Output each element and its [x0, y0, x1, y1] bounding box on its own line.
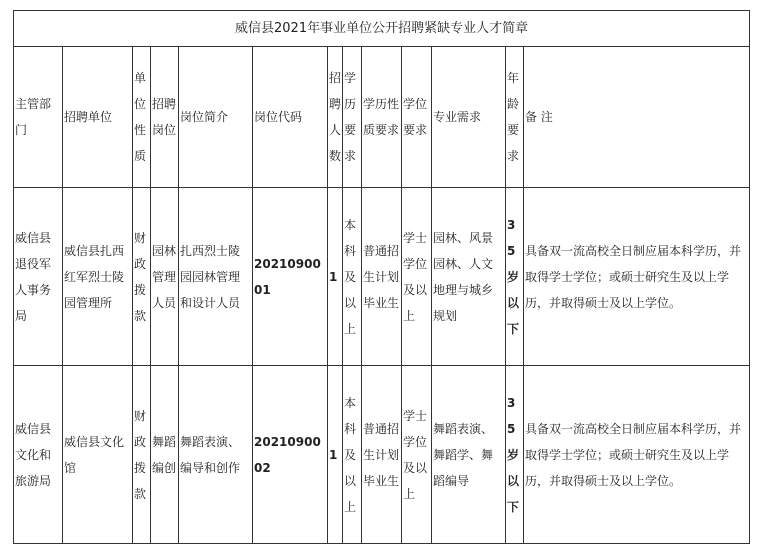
header-cell: 专业需求 [432, 47, 506, 188]
header-cell: 岗位简介 [179, 47, 253, 188]
cell-age: 35岁以下 [506, 366, 524, 544]
header-cell: 年龄要求 [506, 47, 524, 188]
cell-unit-type: 财政拨款 [133, 188, 151, 366]
cell-notes: 具备双一流高校全日制应届本科学历，并取得学士学位；或硕士研究生及以上学历，并取得硕士及以上学位。 [524, 188, 750, 366]
cell-degree: 学士学位及以上 [402, 188, 432, 366]
cell-code: 2021090001 [253, 188, 328, 366]
recruitment-table [13, 10, 750, 544]
cell-age: 35岁以下 [506, 188, 524, 366]
cell-position: 园林管理人员 [151, 188, 179, 366]
cell-unit-type: 财政拨款 [133, 366, 151, 544]
cell-count: 1 [328, 188, 343, 366]
header-cell: 单位性质 [133, 47, 151, 188]
header-cell: 招聘单位 [63, 47, 133, 188]
cell-unit: 威信县文化馆 [63, 366, 133, 544]
cell-position: 舞蹈编创 [151, 366, 179, 544]
cell-notes: 具备双一流高校全日制应届本科学历，并取得学士学位；或硕士研究生及以上学历，并取得硕士及以上学位。 [524, 366, 750, 544]
header-cell: 招聘岗位 [151, 47, 179, 188]
cell-description: 舞蹈表演、编导和创作 [179, 366, 253, 544]
header-cell: 备 注 [524, 47, 750, 188]
header-cell: 岗位代码 [253, 47, 328, 188]
table-row [14, 188, 750, 366]
cell-education: 本科及以上 [343, 366, 362, 544]
header-cell: 学位要求 [402, 47, 432, 188]
cell-unit: 威信县扎西红军烈士陵园管理所 [63, 188, 133, 366]
header-cell: 学历性质要求 [362, 47, 402, 188]
header-cell: 招聘人数 [328, 47, 343, 188]
header-cell: 学历要求 [343, 47, 362, 188]
cell-major: 园林、风景园林、人文地理与城乡规划 [432, 188, 506, 366]
header-cell: 主管部门 [14, 47, 63, 188]
cell-education-type: 普通招生计划毕业生 [362, 188, 402, 366]
cell-degree: 学士学位及以上 [402, 366, 432, 544]
table-title: 威信县2021年事业单位公开招聘紧缺专业人才简章 [14, 11, 750, 47]
header-row [14, 47, 750, 188]
table-row [14, 366, 750, 544]
cell-major: 舞蹈表演、舞蹈学、舞蹈编导 [432, 366, 506, 544]
cell-education-type: 普通招生计划毕业生 [362, 366, 402, 544]
cell-department: 威信县文化和旅游局 [14, 366, 63, 544]
cell-department: 威信县退役军人事务局 [14, 188, 63, 366]
cell-count: 1 [328, 366, 343, 544]
cell-code: 2021090002 [253, 366, 328, 544]
cell-description: 扎西烈士陵园园林管理和设计人员 [179, 188, 253, 366]
cell-education: 本科及以上 [343, 188, 362, 366]
